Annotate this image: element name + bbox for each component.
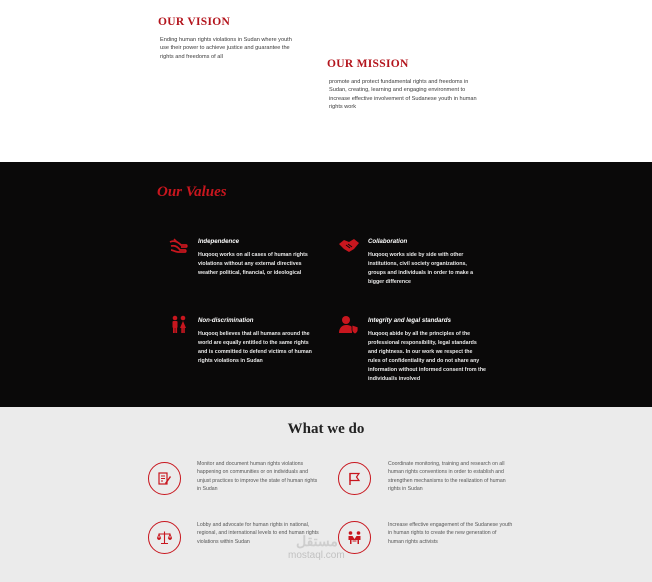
values-section — [0, 162, 652, 407]
value-text: Huqooq believes that all humans around the world are equally entitled to the same rights and is committed to defend victims of human rights violations in Sudan — [198, 331, 312, 365]
value-item-independence — [198, 238, 323, 278]
what-we-do-title: What we do — [287, 421, 365, 437]
value-item-integrity — [368, 317, 486, 385]
what-we-do-text: Coordinate monitoring, training and research on all human rights conventions in order to establish and strengthen mechanisms to the realization of human rights in Sudan — [388, 461, 506, 492]
value-text: Huqooq works side by side with other institutions, civil society organizations, groups and individuals in order to make a bigger difference — [368, 252, 474, 286]
value-title: Collaboration — [368, 238, 408, 245]
people-icon — [168, 315, 190, 335]
vision-title: OUR VISION — [158, 16, 231, 28]
document-pen-icon — [148, 462, 181, 495]
value-title: Non-discrimination — [198, 317, 254, 324]
watermark-text: mostaql.com — [288, 550, 345, 561]
watermark-logo: مستقل — [296, 533, 338, 549]
scales-icon — [148, 521, 181, 554]
what-we-do-text: Lobby and advocate for human rights in national, regional, and international levels to end human rights violations within Sudan — [197, 522, 319, 545]
values-title: Our Values — [157, 184, 227, 200]
hands-icon — [168, 236, 190, 256]
value-text: Huqooq abide by all the principles of the professional responsibility, legal standards and rightness. In our work we respect the rules of confidentiality and do not share any information without informed consent from the individual/s involved — [368, 331, 486, 383]
mission-title: OUR MISSION — [327, 58, 409, 70]
vision-text: Ending human rights violations in Sudan where youth use their power to achieve justice and guarantee the rights and freedoms of all — [160, 37, 292, 60]
user-shield-icon — [338, 315, 360, 335]
flag-icon — [338, 462, 371, 495]
what-we-do-text: Monitor and document human rights violations happening on communities or on individuals and unjust practices to improve the state of human rights in Sudan — [197, 461, 318, 492]
handshake-icon — [338, 236, 360, 256]
vision-mission-section — [0, 0, 652, 162]
value-item-non-discrimination — [198, 317, 318, 366]
value-text: Huqooq works on all cases of human rights violations without any external directives weather political, financial, or ideological — [198, 252, 308, 277]
value-item-collaboration — [368, 238, 483, 287]
value-title: Independence — [198, 238, 239, 245]
what-we-do-text: Increase effective engagement of the Sudanese youth in human rights to create the new generation of human rights activists — [388, 522, 513, 545]
mission-text: promote and protect fundamental rights and freedoms in Sudan, creating, learning and engaging environment to increase effective involvement of Sudanese youth in human rights work — [329, 79, 477, 111]
value-title: Integrity and legal standards — [368, 317, 451, 324]
